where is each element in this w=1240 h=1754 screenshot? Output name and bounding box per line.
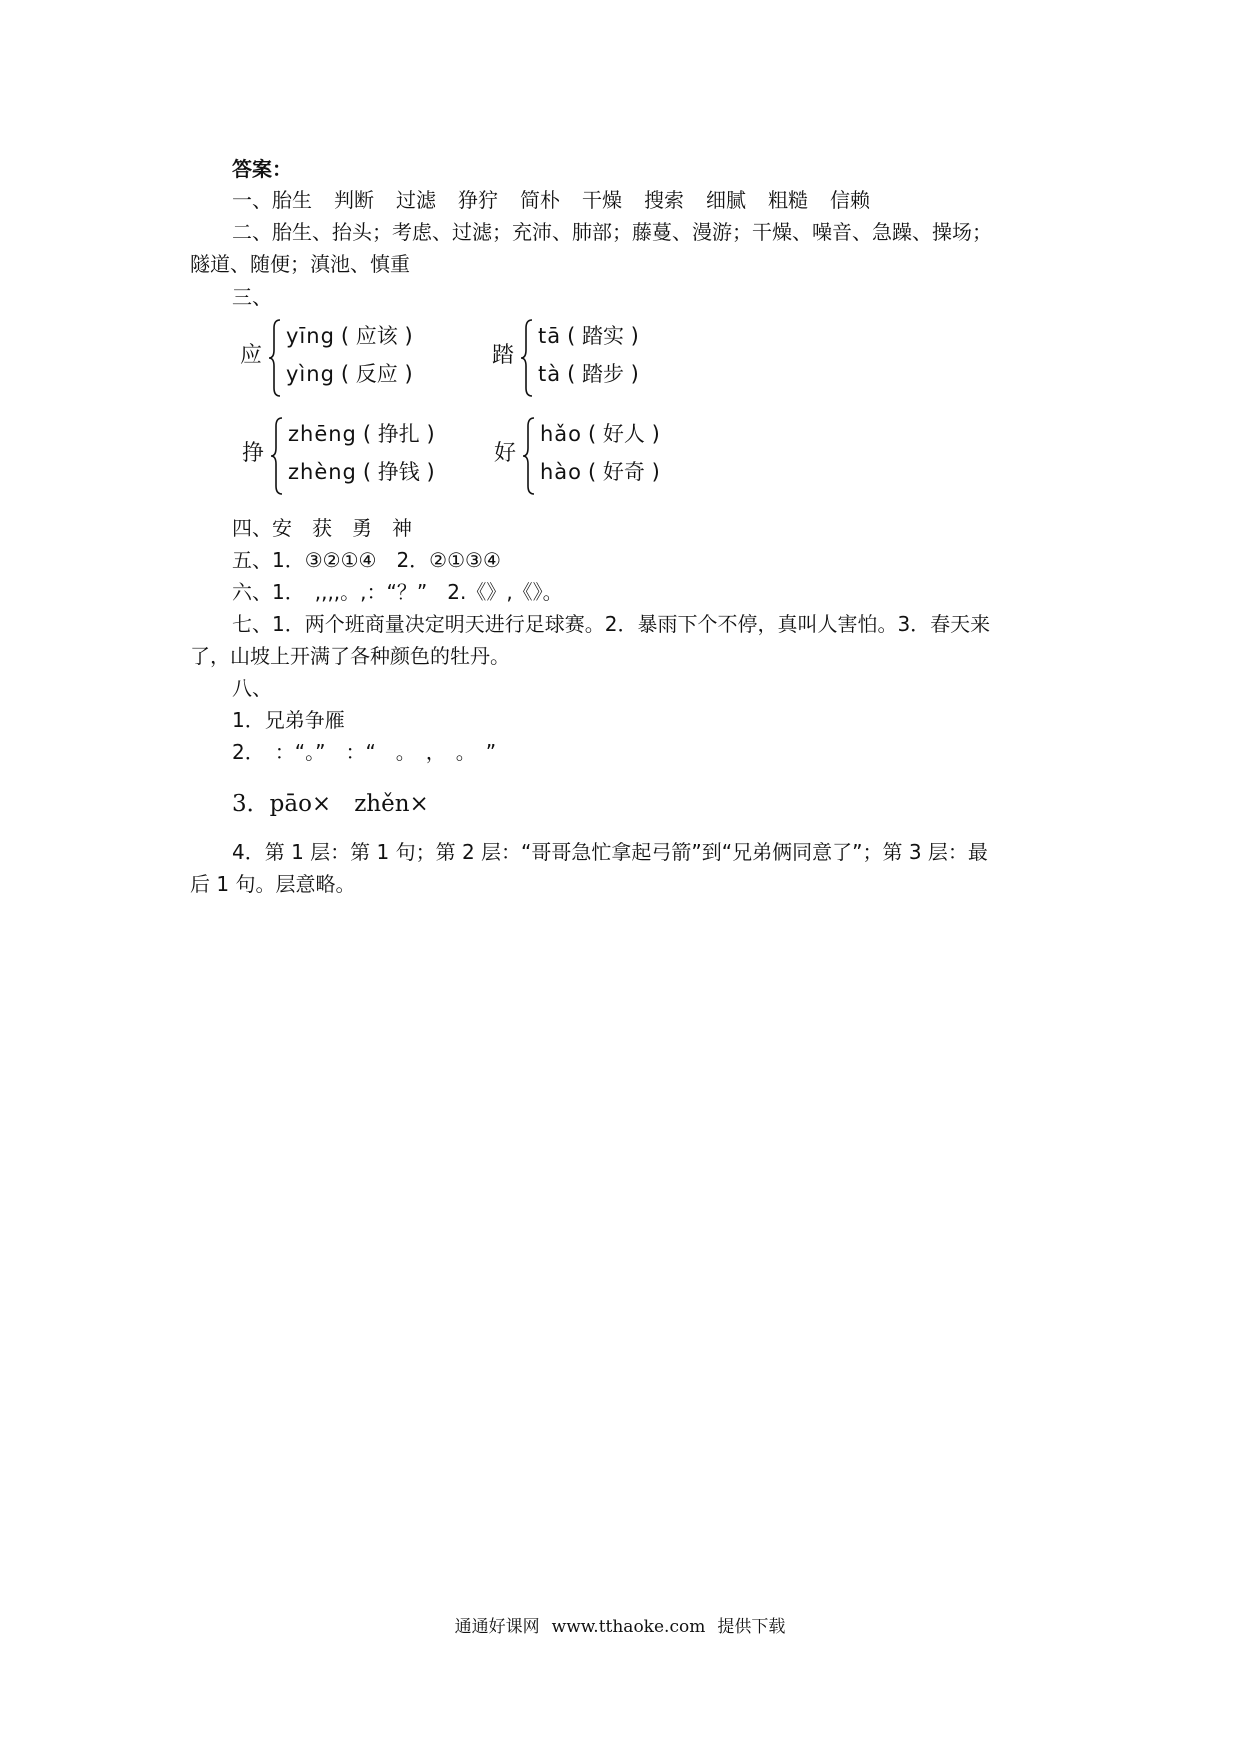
pinyin-reading: yīng bbox=[286, 324, 335, 348]
pinyin-reading: hào bbox=[540, 460, 583, 484]
brace-icon bbox=[520, 318, 534, 398]
polyphone-group bbox=[492, 318, 712, 398]
polyphone-char: 应 bbox=[240, 343, 263, 368]
polyphone-group bbox=[494, 416, 714, 496]
pinyin-reading: yìng bbox=[286, 362, 335, 386]
section-7-line-1: 七、1．两个班商量决定明天进行足球赛。2．暴雨下个不停，真叫人害怕。3．春天来 bbox=[232, 612, 991, 636]
example-word: ( 应该 ) bbox=[340, 324, 413, 348]
brace-icon bbox=[522, 416, 536, 496]
section-8-item-1: 1．兄弟争雁 bbox=[232, 708, 345, 732]
example-word: ( 好人 ) bbox=[588, 422, 660, 446]
pinyin-reading: zhēng bbox=[288, 422, 357, 446]
example-word: ( 挣钱 ) bbox=[362, 460, 435, 484]
word-item: 细腻 bbox=[706, 188, 746, 212]
section-1-prefix: 一、 bbox=[232, 188, 272, 212]
pinyin-reading: hǎo bbox=[540, 422, 583, 446]
word-item: 判断 bbox=[334, 188, 374, 212]
section-2-line-1: 二、胎生、抬头；考虑、过滤；充沛、肺部；藤蔓、漫游；干燥、噪音、急躁、操场； bbox=[232, 220, 992, 244]
brace-icon bbox=[268, 318, 282, 398]
example-word: ( 挣扎 ) bbox=[362, 422, 435, 446]
word-item: 粗糙 bbox=[768, 188, 808, 212]
page-footer bbox=[0, 1612, 1240, 1637]
section-7-line-2: 了，山坡上开满了各种颜色的牡丹。 bbox=[190, 644, 510, 668]
word-item: 搜索 bbox=[644, 188, 684, 212]
example-word: ( 反应 ) bbox=[340, 362, 413, 386]
polyphone-char: 挣 bbox=[242, 441, 265, 466]
pinyin-reading: tā bbox=[538, 324, 562, 348]
word-item: 过滤 bbox=[396, 188, 436, 212]
section-8-label: 八、 bbox=[232, 676, 272, 700]
answer-title: 答案： bbox=[232, 157, 292, 181]
polyphone-group bbox=[240, 318, 470, 398]
section-8-item-4-line-2: 后 1 句。层意略。 bbox=[190, 872, 356, 896]
footer-url: www.tthaoke.com bbox=[551, 1617, 706, 1637]
word-item: 狰狞 bbox=[458, 188, 498, 212]
brace-icon bbox=[270, 416, 284, 496]
polyphone-group bbox=[242, 416, 482, 496]
word-item: 信赖 bbox=[830, 188, 870, 212]
section-8-item-2: 2． ：“。” ：“ 。 ， 。 ” bbox=[232, 740, 497, 764]
pinyin-reading: zhèng bbox=[288, 460, 357, 484]
section-3-label: 三、 bbox=[232, 285, 272, 309]
example-word: ( 踏实 ) bbox=[567, 324, 639, 348]
section-4: 四、安 获 勇 神 bbox=[232, 516, 412, 540]
footer-site-name: 通通好课网 bbox=[454, 1617, 540, 1637]
word-item: 简朴 bbox=[520, 188, 560, 212]
example-word: ( 踏步 ) bbox=[567, 362, 639, 386]
section-8-item-4-line-1: 4．第 1 层：第 1 句；第 2 层：“哥哥急忙拿起弓箭”到“兄弟俩同意了”；第 3 层：最 bbox=[232, 840, 988, 864]
word-item: 胎生 bbox=[272, 188, 312, 212]
section-1 bbox=[232, 184, 892, 216]
example-word: ( 好奇 ) bbox=[588, 460, 660, 484]
footer-note: 提供下载 bbox=[717, 1617, 786, 1637]
polyphone-char: 踏 bbox=[492, 343, 515, 368]
section-2-line-2: 隧道、随便；滇池、慎重 bbox=[190, 252, 410, 276]
word-item: 干燥 bbox=[582, 188, 622, 212]
section-5: 五、1．③②①④ 2．②①③④ bbox=[232, 548, 501, 572]
section-6: 六、1． ,,,,。,：“？” 2.《》,《》。 bbox=[232, 580, 563, 604]
section-8-item-3: 3．pāo× zhěn× bbox=[232, 791, 429, 817]
polyphone-char: 好 bbox=[494, 441, 517, 466]
pinyin-reading: tà bbox=[538, 362, 562, 386]
